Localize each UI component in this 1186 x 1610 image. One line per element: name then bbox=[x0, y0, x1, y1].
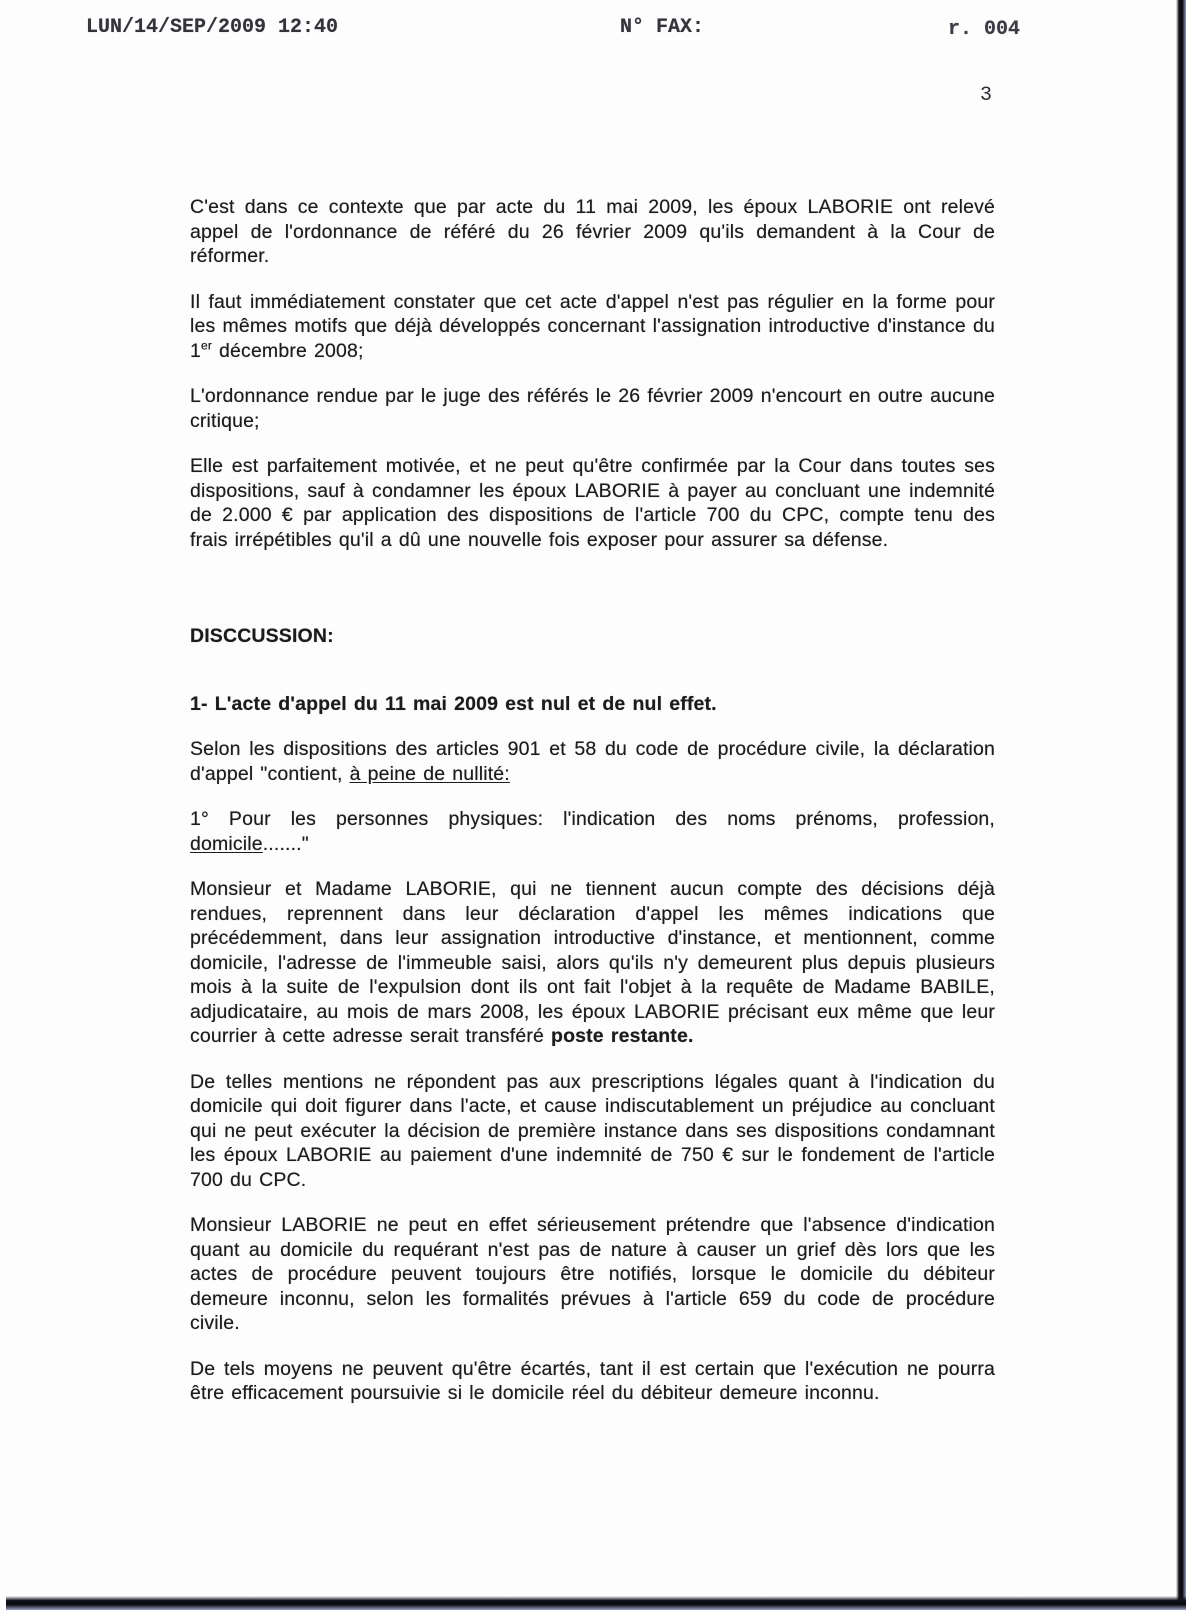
paragraph-mentions-prescriptions-text: De telles mentions ne répondent pas aux prescriptions légales quant à l'indication du domicile qui doit figurer dans l'acte, et cause indiscutablement un préjudice au concluant qui ne peut exécuter la décision de première instance dans ses dispositions condamnant les époux LABORIE au paiement d'une indemnité de 750 € sur le fondement de l'article 700 du CPC. bbox=[190, 1070, 995, 1191]
paragraph-absence-indication-text: Monsieur LABORIE ne peut en effet sérieusement prétendre que l'absence d'indication quant au domicile du requérant n'est pas de nature à causer un grief dès lors que les actes de procédure peuvent toujours être notifiés, lorsque le domicile du débiteur demeure inconnu, selon les formalités prévues à l'article 659 du code de procédure civile. bbox=[190, 1214, 995, 1334]
paragraph-irregular-form-end: décembre 2008; bbox=[211, 339, 364, 362]
heading-discussion-text: DISCCUSSION: bbox=[190, 625, 334, 647]
paragraph-confirmation-indemnite bbox=[190, 454, 995, 552]
underlined-domicile: domicile bbox=[190, 832, 263, 855]
paragraph-moyens-ecartes bbox=[190, 1357, 995, 1406]
heading-section-1 bbox=[190, 692, 995, 717]
paragraph-mentions-prescriptions bbox=[190, 1070, 995, 1193]
paragraph-absence-indication bbox=[190, 1213, 995, 1336]
heading-section-1-text: 1- L'acte d'appel du 11 mai 2009 est nul et de nul effet. bbox=[190, 692, 717, 715]
fax-timestamp: LUN/14/SEP/2009 12:40 bbox=[86, 16, 339, 39]
paragraph-moyens-ecartes-text: De tels moyens ne peuvent qu'être écartés, tant il est certain que l'exécution ne pourra être efficacement poursuivie si le domicile réel du débiteur demeure inconnu. bbox=[190, 1357, 995, 1404]
paragraph-confirmation-indemnite-text: Elle est parfaitement motivée, et ne peut qu'être confirmée par la Cour dans toutes ses dispositions, sauf à condamner les époux LABORIE à payer au concluant une indemnité de 2.000 € par application des dispositions de l'article 700 du CPC, compte tenu des frais irrépétibles qu'il a dû une nouvelle fois exposer pour assurer sa défense. bbox=[190, 455, 995, 551]
paragraph-ordonnance-critique bbox=[190, 384, 995, 433]
paragraph-laborie-domicile bbox=[190, 877, 995, 1049]
page-number: 3 bbox=[979, 84, 992, 107]
paragraph-laborie-domicile-text: Monsieur et Madame LABORIE, qui ne tiennent aucun compte des décisions déjà rendues, reprennent dans leur déclaration d'appel les mêmes indications que précédemment, dans leur assignation introductive d'instance, et mentionnent, comme domicile, l'adresse de l'immeuble saisi, alors qu'ils n'y demeurent plus depuis plusieurs mois à la suite de l'expulsion dont ils ont fait l'objet à la requête de Madame BABILE, adjudicataire, au mois de mars 2008, les époux LABORIE précisant eux même que leur courrier à cette adresse serait transféré bbox=[190, 878, 995, 1047]
paragraph-ordonnance-critique-text: L'ordonnance rendue par le juge des référés le 26 février 2009 n'encourt en outre aucune critique; bbox=[190, 385, 995, 432]
paragraph-irregular-form-text: Il faut immédiatement constater que cet acte d'appel n'est pas régulier en la forme pour les mêmes motifs que déjà développés concernant l'assignation introductive d'instance du 1 bbox=[190, 290, 995, 362]
paragraph-articles-901-58 bbox=[190, 737, 995, 786]
paragraph-personnes-physiques-end: ......." bbox=[262, 832, 309, 855]
scan-edge-bottom bbox=[6, 1596, 1186, 1610]
paragraph-personnes-physiques-text: 1° Pour les personnes physiques: l'indication des noms prénoms, profession, bbox=[190, 808, 995, 830]
paragraph-appeal-context-text: C'est dans ce contexte que par acte du 11 mai 2009, les époux LABORIE ont relevé appel de l'ordonnance de référé du 26 février 2009 qu'ils demandent à la Cour de réformer. bbox=[190, 196, 995, 267]
paragraph-irregular-form bbox=[190, 290, 995, 364]
heading-discussion bbox=[190, 624, 995, 649]
fax-number-label: N° FAX: bbox=[620, 16, 705, 39]
bold-poste-restante: poste restante. bbox=[551, 1025, 694, 1047]
paragraph-personnes-physiques bbox=[190, 807, 995, 856]
ordinal-suffix: er bbox=[201, 338, 212, 352]
paragraph-appeal-context bbox=[190, 195, 995, 269]
paragraph-articles-901-58-text: Selon les dispositions des articles 901 et 58 du code de procédure civile, la déclaration d'appel "contient, bbox=[190, 738, 995, 785]
underlined-peine-de-nullite: à peine de nullité: bbox=[349, 762, 510, 785]
fax-page-code: r. 004 bbox=[948, 18, 1021, 41]
